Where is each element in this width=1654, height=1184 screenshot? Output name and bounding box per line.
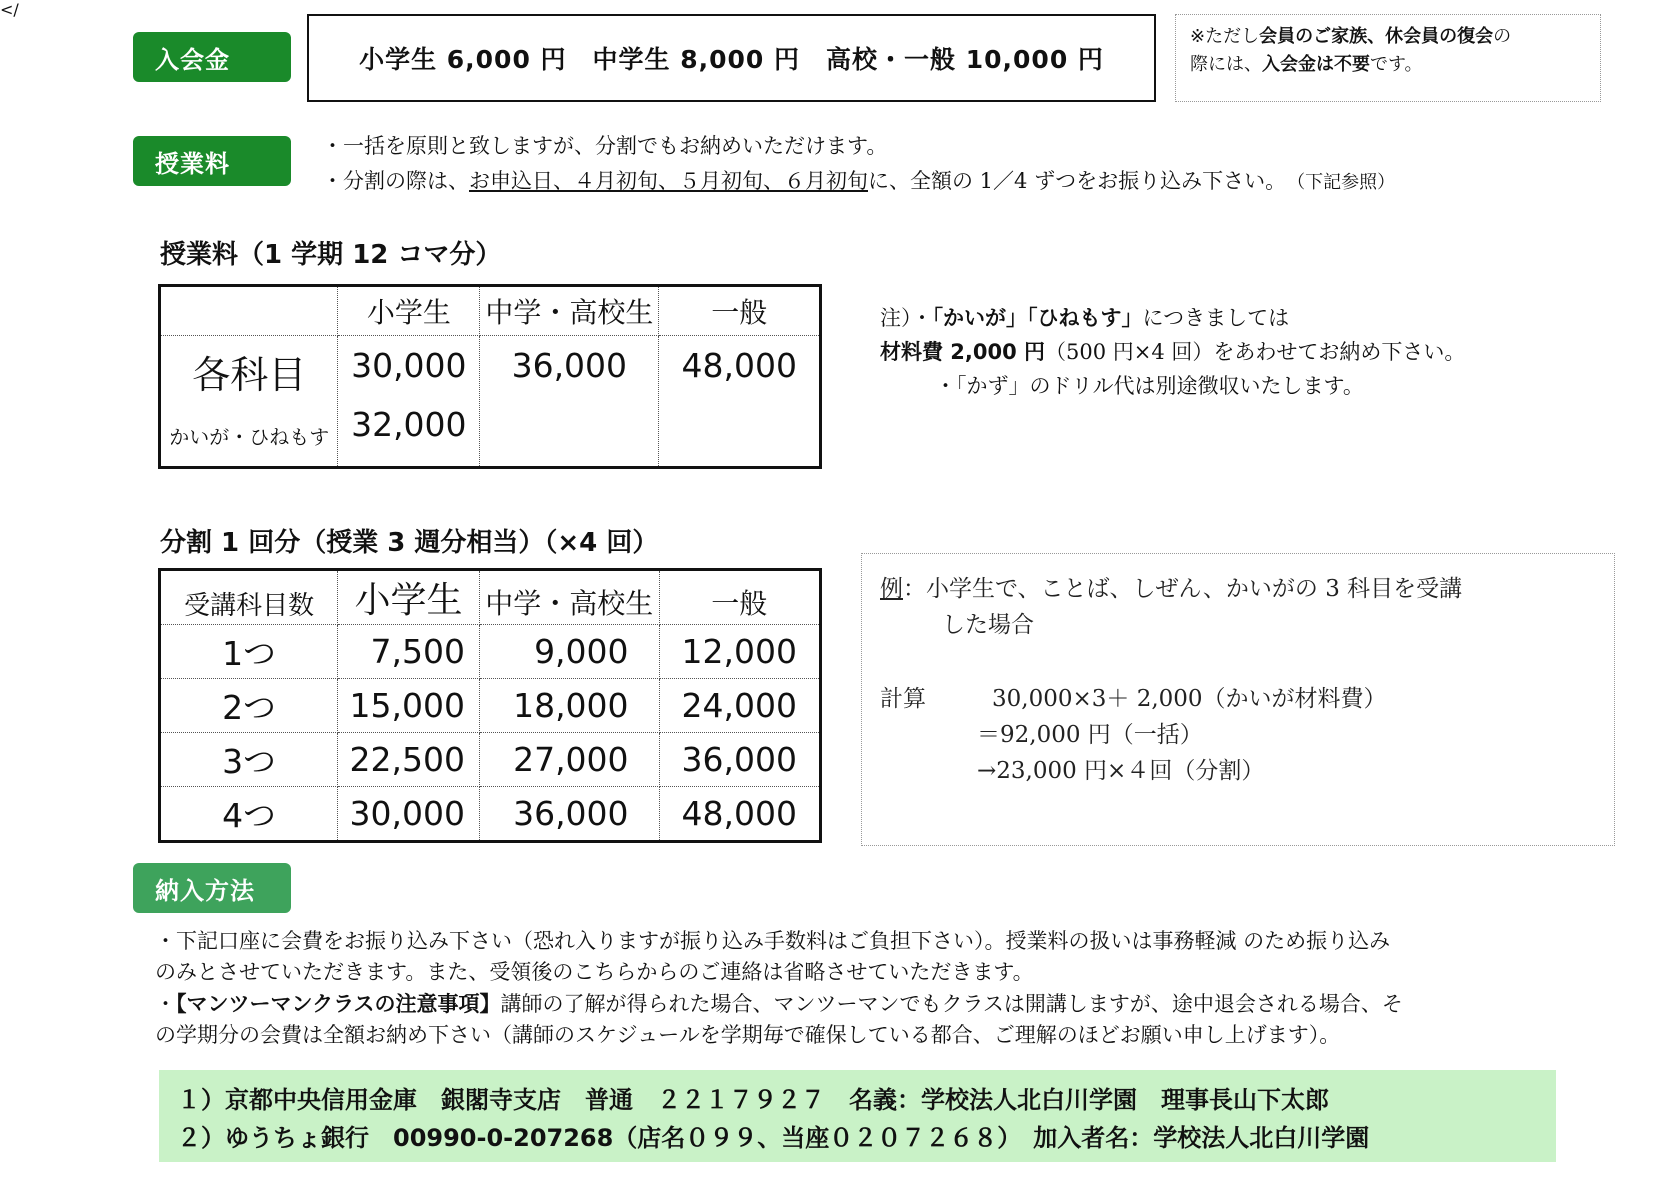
tuition-header-elementary: 小学生 (338, 286, 480, 336)
tuition-general-cell (659, 336, 821, 468)
enrollment-fee-label: 入会金 (133, 32, 291, 82)
enrollment-fee-box (307, 14, 1156, 102)
installment-header-middle-high: 中学・高校生 (479, 570, 659, 625)
installment-row-middle-high: 18,000 (479, 679, 659, 733)
tuition-row-label-each-subject: 各科目 (192, 353, 307, 397)
payment-paragraph1-line2: のみとさせていただきます。また、受領後のこちらからのご連絡は省略させていただきます。 (155, 960, 1034, 984)
installment-row-middle-high: 36,000 (479, 787, 659, 842)
installment-table (158, 568, 822, 843)
installment-row-count: 2つ (160, 679, 338, 733)
example-calc-line2: ＝92,000 円（一括） (977, 722, 1203, 748)
tuition-bullet-2: ・分割の際は、お申込日、４月初旬、５月初旬、６月初旬に、全額の 1／4 ずつをお振り込み下さい。 （下記参照） (322, 169, 1396, 193)
tuition-header-middle-high: 中学・高校生 (480, 286, 659, 336)
enrollment-note-line2: 際には、入会金は不要です。 (1190, 54, 1423, 75)
materials-note-line1: 注）・「かいが」「ひねもす」につきましては (880, 306, 1290, 330)
payment-paragraph1-line1: ・下記口座に会費をお振り込み下さい（恐れ入りますが振り込み手数料はご負担下さい）。授業料の扱いは事務軽減 のため振り込み (155, 929, 1391, 953)
enrollment-fees-text: 小学生 6,000 円 中学生 8,000 円 高校・一般 10,000 円 (359, 45, 1104, 74)
bank-account-line1: １）京都中央信用金庫 銀閣寺支店 普通 ２２１７９２７ 名義：学校法人北白川学園 理事長山下太郎 (177, 1086, 1329, 1114)
tuition-table-row (160, 336, 821, 468)
installment-row-count: 1つ (160, 625, 338, 679)
example-box (861, 553, 1615, 846)
tuition-bullet-1: ・一括を原則と致しますが、分割でもお納めいただけます。 (322, 134, 888, 158)
tuition-middle-high-value: 36,000 (511, 346, 628, 385)
installment-row (160, 679, 821, 733)
installment-header-count: 受講科目数 (160, 570, 338, 625)
installment-row (160, 625, 821, 679)
installment-row-elementary: 7,500 (338, 625, 480, 679)
tuition-table (158, 284, 822, 469)
bank-account-box (159, 1070, 1556, 1162)
installment-table-title: 分割 1 回分（授業 3 週分相当）（×4 回） (160, 528, 659, 558)
tuition-header-general: 一般 (659, 286, 821, 336)
installment-row-general: 12,000 (659, 625, 820, 679)
example-calc-line1: 30,000×3＋ 2,000（かいが材料費） (992, 686, 1387, 712)
installment-header-general: 一般 (659, 570, 820, 625)
installment-row (160, 733, 821, 787)
installment-row-count: 4つ (160, 787, 338, 842)
enrollment-note (1175, 14, 1601, 102)
example-text-line1: 例：小学生で、ことば、しぜん、かいがの 3 科目を受講 (880, 576, 1463, 602)
payment-paragraph2-line1: ・【マンツーマンクラスの注意事項】講師の了解が得られた場合、マンツーマンでもクラスは開講しますが、途中退会される場合、そ (155, 992, 1403, 1016)
tuition-table-title: 授業料（1 学期 12 コマ分） (160, 240, 502, 270)
installment-row-count: 3つ (160, 733, 338, 787)
installment-row-general: 48,000 (659, 787, 820, 842)
installment-table-header-row (160, 570, 821, 625)
payment-paragraph2-line2: の学期分の会費は全額お納め下さい（講師のスケジュールを学期毎で確保している都合、ご理解のほどお願い申し上げます）。 (155, 1023, 1341, 1047)
enrollment-note-line1: ※ただし会員のご家族、休会員の復会の (1190, 26, 1512, 47)
installment-row-elementary: 22,500 (338, 733, 480, 787)
example-calc-line3: →23,000 円×４回（分割） (977, 758, 1265, 784)
installment-row-middle-high: 9,000 (479, 625, 659, 679)
tuition-label: 授業料 (133, 136, 291, 186)
tuition-elementary-kaiga-value: 32,000 (351, 405, 467, 444)
payment-method-label: 納入方法 (133, 863, 291, 913)
tuition-header-empty (160, 286, 338, 336)
tuition-row-label-kaiga-hinemosu: かいが・ひねもす (169, 425, 330, 449)
example-calc-label: 計算 (880, 686, 926, 712)
tuition-middle-high-cell (480, 336, 659, 468)
tuition-elementary-value: 30,000 (351, 346, 467, 385)
bank-account-line2: ２）ゆうちょ銀行 00990-0-207268（店名０９９、当座０２０７２６８） 加入者名：学校法人北白川学園 (177, 1124, 1370, 1152)
materials-note-line3: ・「かず」のドリル代は別途徴収いたします。 (935, 374, 1364, 398)
tuition-general-value: 48,000 (681, 346, 797, 385)
installment-row-middle-high: 27,000 (479, 733, 659, 787)
installment-header-elementary: 小学生 (338, 570, 480, 625)
example-text-line2: した場合 (942, 612, 1034, 638)
tuition-row-label-cell (160, 336, 338, 468)
installment-row-general: 36,000 (659, 733, 820, 787)
installment-row-general: 24,000 (659, 679, 820, 733)
tuition-elementary-cell (338, 336, 480, 468)
materials-note-line2: 材料費 2,000 円（500 円×4 回）をあわせてお納め下さい。 (880, 340, 1466, 364)
tuition-table-header-row (160, 286, 821, 336)
installment-row-elementary: 30,000 (338, 787, 480, 842)
installment-row (160, 787, 821, 842)
installment-row-elementary: 15,000 (338, 679, 480, 733)
